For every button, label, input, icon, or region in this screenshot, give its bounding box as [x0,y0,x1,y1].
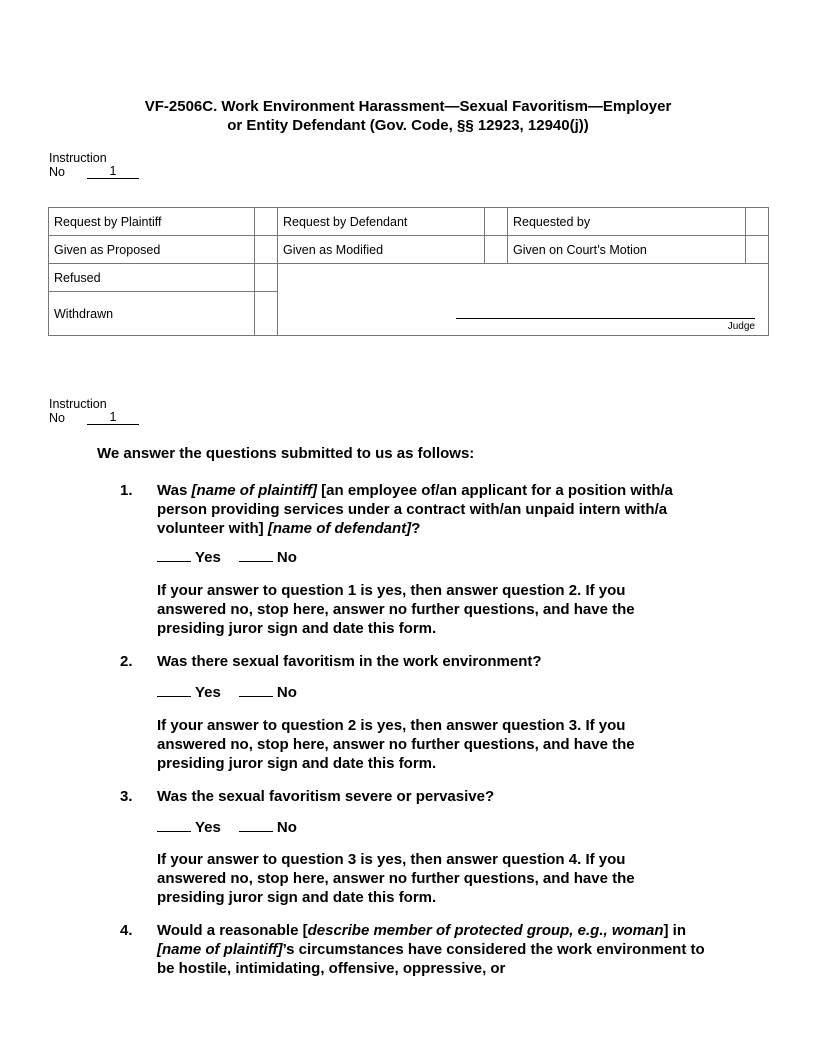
checkbox-given-on-courts-motion[interactable] [746,236,769,264]
instruction-text-1: If your answer to question 1 is yes, then answer question 2. If you answered no, stop here, answer no further questions, and have the presiding juror sign and date this form. [157,582,635,637]
judge-signature-area [278,264,769,336]
yes-label: Yes [195,684,221,701]
checkbox-request-plaintiff[interactable] [255,208,278,236]
question-text: Was [name of plaintiff] [an employee of/an applicant for a position with/a person providing services under a contract with/an unpaid intern with/a volunteer with] [name of defendant]? [157,482,673,537]
judge-label: Judge [727,321,755,332]
checkbox-request-defendant[interactable] [485,208,508,236]
question-number: 1. [120,482,133,499]
question-number: 2. [120,653,133,670]
no-label: No [276,819,297,836]
title-line-1: VF-2506C. Work Environment Harassment—Sexual Favoritism—Employer [144,98,672,115]
cell-given-as-proposed: Given as Proposed [49,236,255,264]
instruction-status-table [48,207,769,336]
answer-options-1 [157,549,297,566]
no-blank[interactable] [239,549,273,562]
instruction-number-field[interactable]: 1 [87,411,139,425]
yes-label: Yes [195,549,221,566]
instruction-label: Instruction [49,397,107,411]
yes-blank[interactable] [157,549,191,562]
no-label: No [49,411,65,425]
cell-withdrawn: Withdrawn [49,292,255,336]
title-line-2: or Entity Defendant (Gov. Code, §§ 12923, 12940(j)) [227,117,589,134]
checkbox-refused[interactable] [255,264,278,292]
checkbox-requested-by[interactable] [746,208,769,236]
instruction-text-2: If your answer to question 2 is yes, then answer question 3. If you answered no, stop here, answer no further questions, and have the presiding juror sign and date this form. [157,717,635,772]
checkbox-withdrawn[interactable] [255,292,278,336]
document-title [0,97,816,135]
cell-refused: Refused [49,264,255,292]
checkbox-given-as-proposed[interactable] [255,236,278,264]
cell-requested-by: Requested by [508,208,746,236]
judge-signature-line[interactable] [456,318,755,319]
no-blank[interactable] [239,684,273,697]
answer-options-2 [157,684,297,701]
question-text: Was the sexual favoritism severe or pervasive? [157,788,495,805]
instruction-label: Instruction [49,151,107,165]
no-blank[interactable] [239,819,273,832]
instruction-number-block-2 [49,397,139,425]
yes-blank[interactable] [157,684,191,697]
question-1 [120,481,720,538]
answer-options-3 [157,819,297,836]
question-4 [120,921,720,978]
question-text: Would a reasonable [describe member of protected group, e.g., woman] in [name of plaintiff]’s circumstances have considered the work environment to be hostile, intimidating, offensive, oppressive, or [157,922,705,977]
instruction-number-field[interactable]: 1 [87,165,139,179]
question-text: Was there sexual favoritism in the work environment? [157,653,542,670]
instruction-text-3: If your answer to question 3 is yes, then answer question 4. If you answered no, stop here, answer no further questions, and have the presiding juror sign and date this form. [157,851,635,906]
no-label: No [276,684,297,701]
cell-request-defendant: Request by Defendant [278,208,485,236]
no-label: No [49,165,65,179]
instruction-number-block [49,151,139,179]
cell-request-plaintiff: Request by Plaintiff [49,208,255,236]
cell-given-as-modified: Given as Modified [278,236,485,264]
question-number: 4. [120,922,133,939]
question-3 [120,787,720,806]
yes-blank[interactable] [157,819,191,832]
cell-given-on-courts-motion: Given on Court’s Motion [508,236,746,264]
question-2 [120,652,720,671]
verdict-intro: We answer the questions submitted to us as follows: [97,445,475,462]
yes-label: Yes [195,819,221,836]
no-label: No [276,549,297,566]
checkbox-given-as-modified[interactable] [485,236,508,264]
question-number: 3. [120,788,133,805]
